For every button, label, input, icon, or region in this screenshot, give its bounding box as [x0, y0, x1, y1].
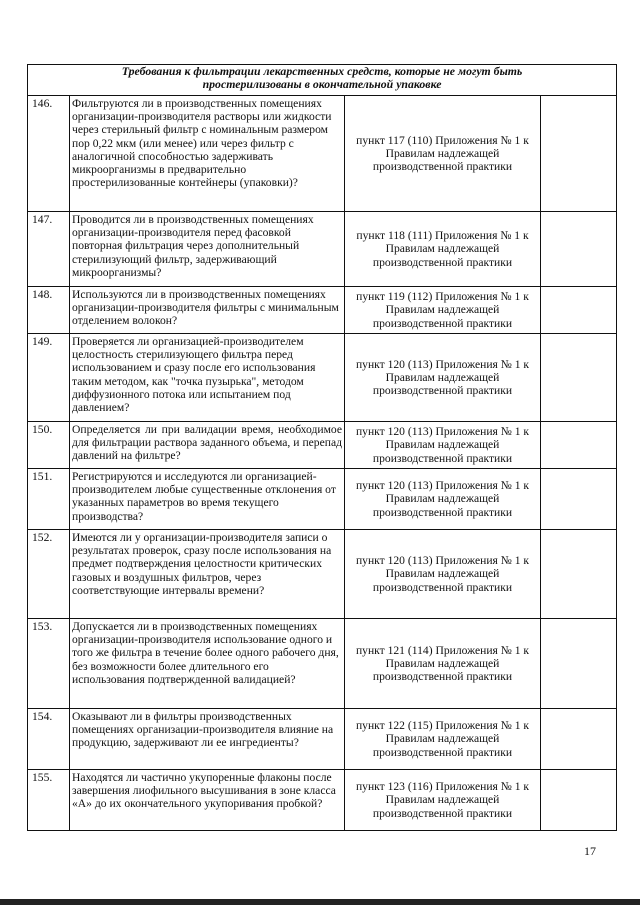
row-number: 146. — [28, 96, 70, 212]
row-number: 155. — [28, 770, 70, 831]
table-row — [28, 287, 617, 334]
question-text: Фильтруются ли в производственных помещениях организации-производителя растворы или жидкости через стерильный фильтр с номинальным размером пор 0,22 мкм (или менее) или через фильтр с аналогичной способностью задерживать микроорганизмы в предварительно простерилизованные контейнеры (упаковки)? — [70, 96, 345, 212]
reference-text: пункт 118 (111) Приложения № 1 к Правилам надлежащей производственной практики — [345, 212, 541, 287]
answer-cell — [541, 422, 617, 469]
answer-cell — [541, 770, 617, 831]
page-number: 17 — [584, 844, 596, 858]
requirements-table — [27, 64, 617, 831]
reference-text: пункт 120 (113) Приложения № 1 к Правилам надлежащей производственной практики — [345, 469, 541, 530]
row-number: 154. — [28, 709, 70, 770]
table-row — [28, 619, 617, 709]
answer-cell — [541, 96, 617, 212]
row-number: 151. — [28, 469, 70, 530]
section-title-line-1: Требования к фильтрации лекарственных средств, которые не могут быть — [121, 64, 523, 78]
section-title-line-2: простерилизованы в окончательной упаковке — [202, 77, 442, 91]
answer-cell — [541, 287, 617, 334]
question-text: Используются ли в производственных помещениях организации-производителя фильтры с минимальным отделением волокон? — [70, 287, 345, 334]
question-text: Определяется ли при валидации время, необходимое для фильтрации раствора заданного объема, и перепад давлений на фильтре? — [70, 422, 345, 469]
question-text: Находятся ли частично укупоренные флаконы после завершения лиофильного высушивания в зоне класса «А» до их окончательного укупоривания пробкой? — [70, 770, 345, 831]
table-row — [28, 469, 617, 530]
table-row — [28, 770, 617, 831]
table-row — [28, 709, 617, 770]
reference-text: пункт 117 (110) Приложения № 1 к Правилам надлежащей производственной практики — [345, 96, 541, 212]
reference-text: пункт 123 (116) Приложения № 1 к Правилам надлежащей производственной практики — [345, 770, 541, 831]
reference-text: пункт 120 (113) Приложения № 1 к Правилам надлежащей производственной практики — [345, 334, 541, 422]
reference-text: пункт 122 (115) Приложения № 1 к Правилам надлежащей производственной практики — [345, 709, 541, 770]
table-row — [28, 212, 617, 287]
reference-text: пункт 120 (113) Приложения № 1 к Правилам надлежащей производственной практики — [345, 530, 541, 619]
row-number: 147. — [28, 212, 70, 287]
table-row — [28, 422, 617, 469]
question-text: Проводится ли в производственных помещениях организации-производителя перед фасовкой повторная фильтрация через дополнительный стерилизующий фильтр, задерживающий микроорганизмы? — [70, 212, 345, 287]
table-row — [28, 530, 617, 619]
answer-cell — [541, 469, 617, 530]
answer-cell — [541, 530, 617, 619]
reference-text: пункт 120 (113) Приложения № 1 к Правилам надлежащей производственной практики — [345, 422, 541, 469]
answer-cell — [541, 334, 617, 422]
reference-text: пункт 119 (112) Приложения № 1 к Правилам надлежащей производственной практики — [345, 287, 541, 334]
question-text: Оказывают ли в фильтры производственных помещениях организации-производителя влияние на продукцию, задерживают ли ее ингредиенты? — [70, 709, 345, 770]
section-title — [28, 65, 617, 96]
row-number: 153. — [28, 619, 70, 709]
question-text: Регистрируются и исследуются ли организацией-производителем любые существенные отклонения от указанных параметров во время текущего производства? — [70, 469, 345, 530]
reference-text: пункт 121 (114) Приложения № 1 к Правилам надлежащей производственной практики — [345, 619, 541, 709]
scan-bottom-edge — [0, 899, 640, 905]
question-text: Проверяется ли организацией-производителем целостность стерилизующего фильтра перед использованием и сразу после его использования таким методом, как "точка пузырька", методом диффузионного потока или испытанием под давлением? — [70, 334, 345, 422]
table-row — [28, 96, 617, 212]
answer-cell — [541, 709, 617, 770]
question-text: Имеются ли у организации-производителя записи о результатах проверок, сразу после использования на предмет подтверждения целостности критических газовых и воздушных фильтров, через соответствующие интервалы времени? — [70, 530, 345, 619]
answer-cell — [541, 619, 617, 709]
row-number: 149. — [28, 334, 70, 422]
row-number: 150. — [28, 422, 70, 469]
table-row — [28, 334, 617, 422]
section-header-row — [28, 65, 617, 96]
row-number: 152. — [28, 530, 70, 619]
row-number: 148. — [28, 287, 70, 334]
question-text: Допускается ли в производственных помещениях организации-производителя использование одного и того же фильтра в течение более одного рабочего дня, без возможности более длительного его использования подтвержденной валидацией? — [70, 619, 345, 709]
answer-cell — [541, 212, 617, 287]
